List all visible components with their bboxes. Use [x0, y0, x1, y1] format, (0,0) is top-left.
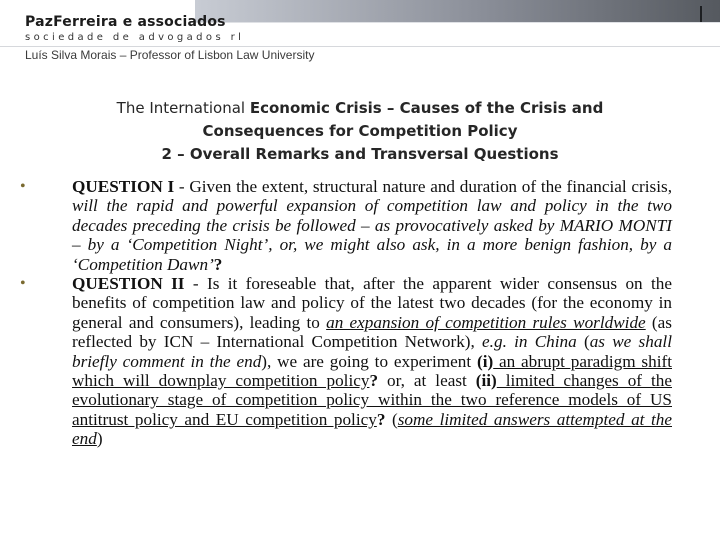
logo-name: PazFerreira e associados: [25, 14, 226, 30]
author-line: Luís Silva Morais – Professor of Lisbon Law University: [25, 48, 315, 62]
question-1: • QUESTION I - Given the extent, structural nature and duration of the financial crisis, will the rapid and powerful expansion of competition law and policy in the two decades preceding the crisis be followed – as provocatively asked by MARIO MONTI – by a ‘Competition Night’, or, we might also ask, in a more benign fashion, by a ‘Competition Dawn’?: [20, 177, 672, 274]
bullet-icon: •: [20, 275, 26, 293]
slide-title: [60, 97, 660, 166]
title-line-2: Consequences for Competition Policy: [202, 122, 518, 140]
bullet-icon: •: [20, 178, 26, 195]
title-line-1: The International Economic Crisis – Causes of the Crisis and: [116, 99, 604, 117]
logo-subtitle: sociedade de advogados rl: [25, 32, 245, 43]
band-divider: [700, 6, 702, 22]
slide-body: [20, 177, 672, 449]
title-line-3: 2 – Overall Remarks and Transversal Questions: [161, 145, 559, 163]
header-rule: [0, 46, 720, 47]
question-2: • QUESTION II - Is it foreseable that, after the apparent wider consensus on the benefits of competition law and policy of the latest two decades (for the economy in general and consumers), leading to an expansion of competition rules worldwide (as reflected by ICN – International Competition Network), e.g. in China (as we shall briefly comment in the end), we are going to experiment (i) an abrupt paradigm shift which will downplay competition policy? or, at least (ii) limited changes of the evolutionary stage of competition policy within the two reference models of US antitrust policy and EU competition policy? (some limited answers attempted at the end): [20, 274, 673, 449]
header-band: [195, 0, 720, 22]
header-rule-top: [195, 22, 720, 23]
